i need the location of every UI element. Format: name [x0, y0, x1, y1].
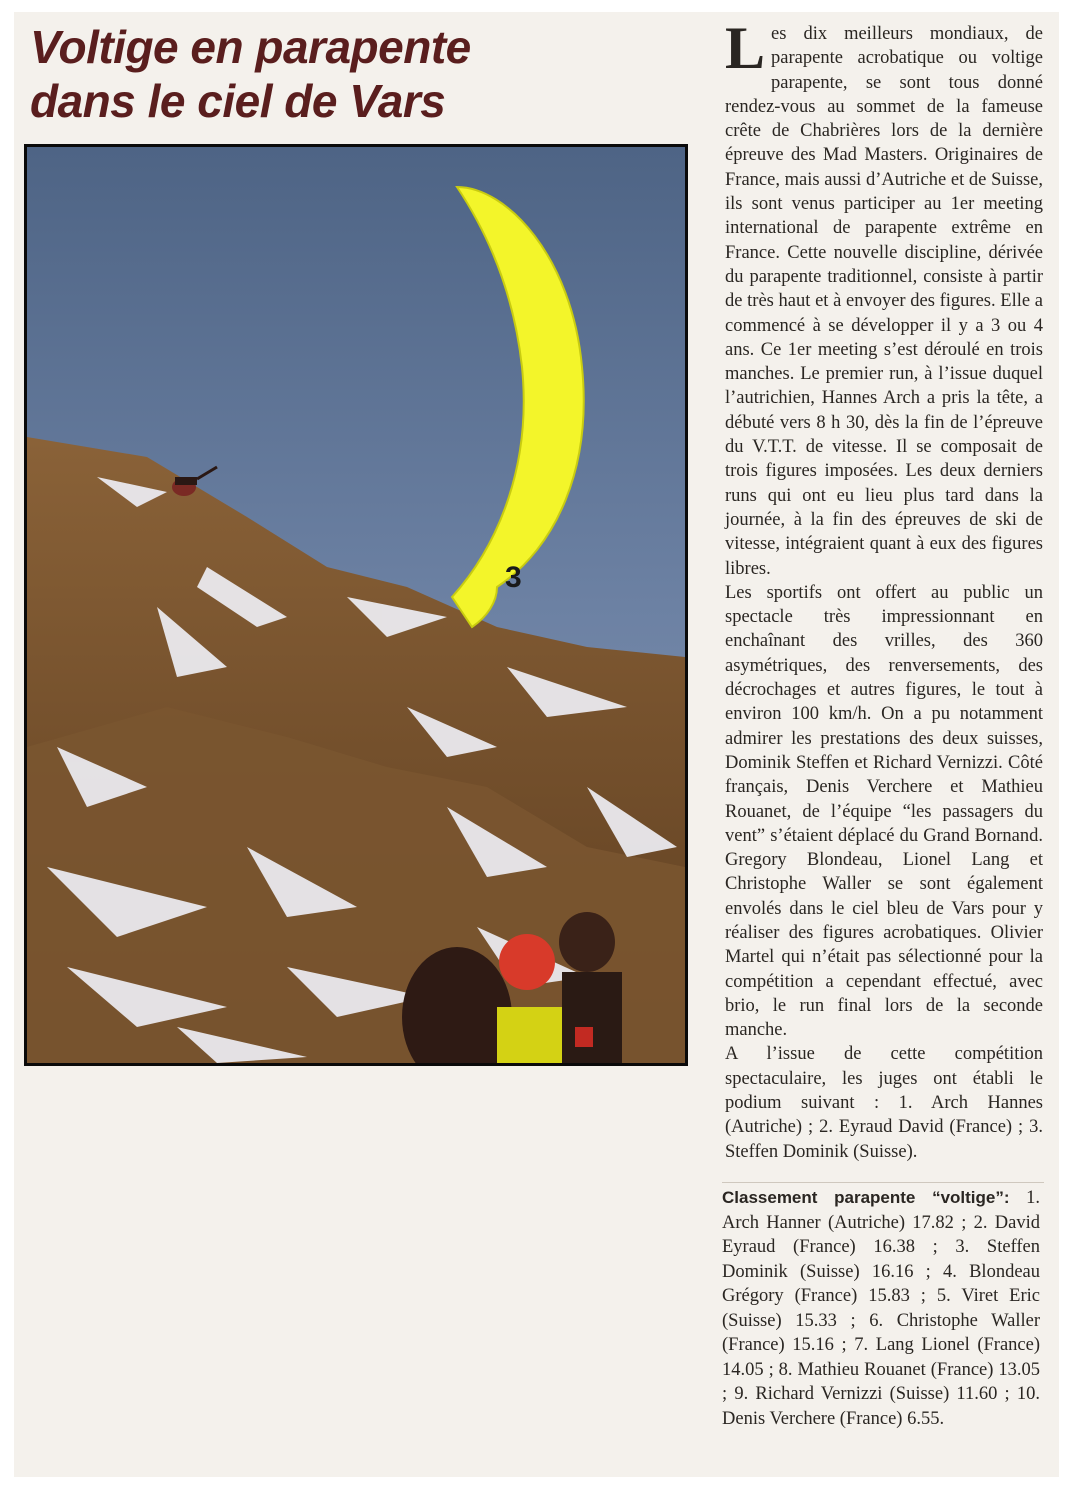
paragraph-1-text: es dix meilleurs mondiaux, de parapente acrobatique ou voltige parapente, se sont tous donné rendez-vous au sommet de la fameuse crête de Chabrières lors de la dernière épreuve des Mad Masters. Originaires de France, mais aussi d’Autriche et de Suisse, ils sont venus participer au 1er meeting international de parapente extrême en France. Cette nouvelle discipline, dérivée du parapente traditionnel, consiste à partir de très haut et à envoyer des figures. Elle a commencé à se développer il y a 3 ou 4 ans. Ce 1er meeting s’est déroulé en trois manches. Le premier run, à l’issue duquel l’autrichien, Hannes Arch a pris la tête, a débuté vers 8 h 30, dès la fin de l’épreuve du V.T.T. de vitesse. Il se composait de trois figures imposées. Les deux derniers runs qui ont eu lieu plus tard dans la journée, à la fin des épreuves de ski de vitesse, intégraient quant à eux des figures libres. — [725, 24, 1043, 579]
results-box — [722, 1186, 1040, 1431]
headline-line-1: Voltige en parapente — [30, 21, 471, 73]
divider — [722, 1182, 1044, 1183]
headline-line-2: dans le ciel de Vars — [30, 75, 446, 127]
headline — [30, 20, 710, 128]
paragraph-1 — [725, 15, 1043, 581]
paragraph-2: Les sportifs ont offert au public un spectacle très impressionnant en enchaînant des vrilles, des 360 asymétriques, des renversements, des décrochages et autres figures, le tout à environ 100 km/h. On a pu notamment admirer les prestations des deux suisses, Dominik Steffen et Richard Vernizzi. Côté français, Denis Verchere et Mathieu Rouanet, de l’équipe “les passagers du vent” s’étaient déplacé du Grand Bornand. Gregory Blondeau, Lionel Lang et Christophe Waller se sont également envolés dans le ciel bleu de Vars pour y réaliser des figures acrobatiques. Olivier Martel qui n’était pas sélectionné pour la compétition a cependant effectué, avec brio, le run final lors de la seconde manche. — [725, 582, 1043, 1041]
drop-cap: L — [725, 15, 766, 81]
article-body — [725, 15, 1043, 1164]
results-label: Classement parapente “voltige”: — [722, 1188, 1010, 1207]
glider-mark: 3 — [505, 561, 522, 594]
results-text: 1. Arch Hanner (Autriche) 17.82 ; 2. David Eyraud (France) 16.38 ; 3. Steffen Dominik (Suisse) 16.16 ; 4. Blondeau Grégory (France) 15.83 ; 5. Viret Eric (Suisse) 15.33 ; 6. Christophe Waller (France) 15.16 ; 7. Lang Lionel (France) 14.05 ; 8. Mathieu Rouanet (France) 13.05 ; 9. Richard Vernizzi (Suisse) 11.60 ; 10. Denis Verchere (France) 6.55. — [722, 1188, 1041, 1429]
paragraph-3: A l’issue de cette compétition spectaculaire, les juges ont établi le podium suivant : 1. Arch Hannes (Autriche) ; 2. Eyraud David (France) ; 3. Steffen Dominik (Suisse). — [725, 1044, 1043, 1162]
photo-illustration — [27, 147, 685, 1063]
paraglider-photo — [24, 144, 688, 1066]
